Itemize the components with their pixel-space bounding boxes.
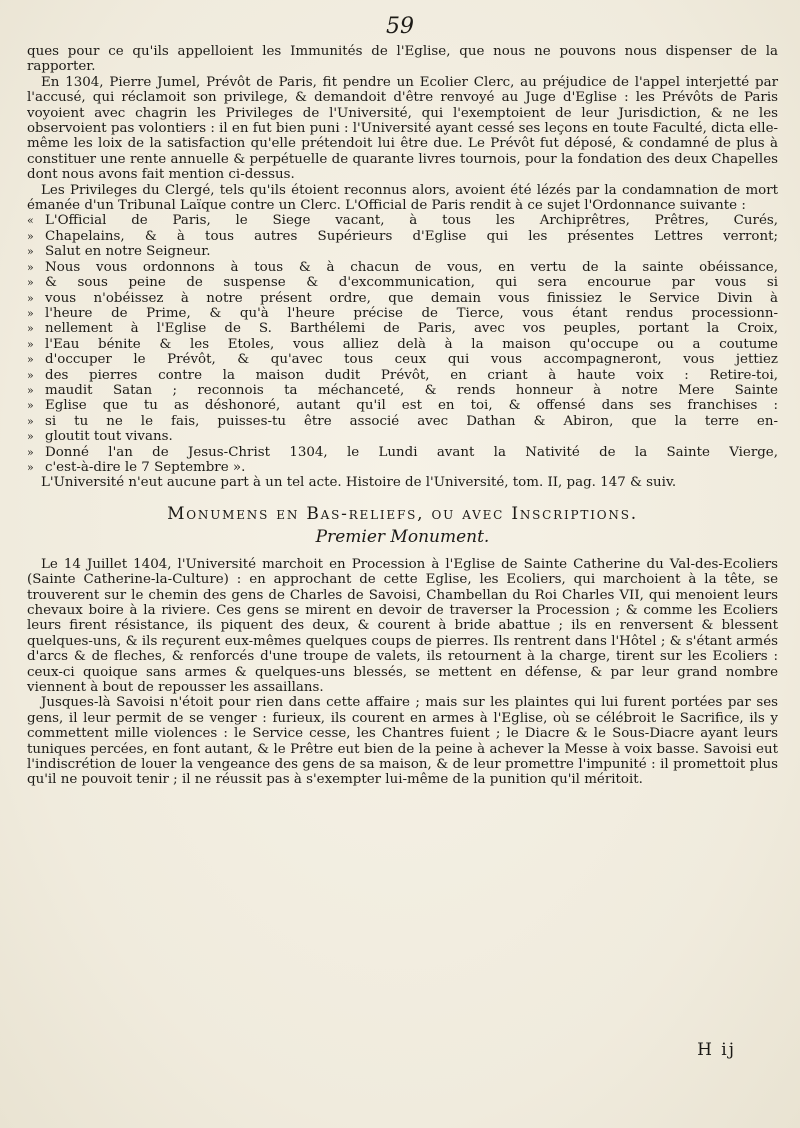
quote-line xyxy=(27,398,778,413)
quote-line-text: si tu ne le fais, puisses-tu être associé avec Dathan & Abiron, que la terre en- xyxy=(45,413,778,429)
quote-mark: » xyxy=(27,383,34,397)
quote-line-text: c'est-à-dire le 7 Septembre ». xyxy=(45,459,246,475)
quote-line xyxy=(27,306,778,321)
quote-mark: » xyxy=(27,430,34,444)
quote-mark: » xyxy=(27,353,34,367)
quote-line xyxy=(27,275,778,290)
quote-mark: » xyxy=(27,399,34,413)
quote-line-text: l'Eau bénite & les Etoles, vous alliez delà à la maison qu'occupe ou a coutume xyxy=(45,336,778,352)
quote-line-text: d'occuper le Prévôt, & qu'avec tous ceux qui vous accompagneront, vous jettiez xyxy=(45,352,778,368)
section-title: Monumens en Bas-reliefs, ou avec Inscriptions. xyxy=(167,503,638,524)
quote-line xyxy=(27,414,778,429)
quote-mark: » xyxy=(27,291,34,305)
quote-line xyxy=(27,429,778,444)
paragraph-jumel: En 1304, Pierre Jumel, Prévôt de Paris, fit pendre un Ecolier Clerc, au préjudice de l'appel interjetté par l'accusé, qui réclamoit son privilege, & demandoit d'être renvoyé au Juge d'Eglise : les Prévôts de Paris voyoient avec chagrin les Privileges de l'Université, qui l'exemptoient de leur Jurisdiction, & ne les observoient pas volontiers : il en fut bien puni : l'Université ayant cessé ses leçons en toute Faculté, dicta elle-même les loix de la satisfaction qu'elle prétendoit lui être due. Le Prévôt fut déposé, & condamné de plus à constituer une rente annuelle & perpétuelle de quarante livres tournois, pour la fondation des deux Chapelles dont nous avons fait mention ci-dessus. xyxy=(27,74,779,183)
quote-line-text: gloutit tout vivans. xyxy=(45,429,173,445)
quote-line-text: Donné l'an de Jesus-Christ 1304, le Lundi avant la Nativité de la Sainte Vierge, xyxy=(45,444,778,460)
quote-mark: » xyxy=(27,276,34,290)
quote-mark: » xyxy=(27,337,34,351)
quote-line xyxy=(27,244,778,259)
bottom-text-block xyxy=(27,557,778,788)
quote-mark: » xyxy=(27,229,34,243)
quote-line xyxy=(27,368,778,383)
quote-line-text: nellement à l'Eglise de S. Barthélemi de Paris, avec vos peuples, portant la Croix, xyxy=(45,321,778,337)
paragraph-clerge: Les Privileges du Clergé, tels qu'ils étoient reconnus alors, avoient été lézés par la condamnation de mort émanée d'un Tribunal Laïque contre un Clerc. L'Official de Paris rendit à ce sujet l'Ordonnance suivante : xyxy=(27,182,778,214)
quote-mark: » xyxy=(27,245,34,259)
quote-line-text: l'heure de Prime, & qu'à l'heure précise de Tierce, vous étant rendus processionn- xyxy=(45,305,778,321)
quote-line-text: des pierres contre la maison dudit Prévôt, en criant à haute voix : Retire-toi, xyxy=(45,367,778,383)
quote-line-text: Chapelains, & à tous autres Supérieurs d'Eglise qui les présentes Lettres verront; xyxy=(45,228,778,244)
quote-line-text: & sous peine de suspense & d'excommunication, qui sera encourue par vous si xyxy=(45,275,778,291)
quote-line xyxy=(27,445,778,460)
paragraph-procession: Le 14 Juillet 1404, l'Université marchoit en Procession à l'Eglise de Sainte Catherine du Val-des-Ecoliers (Sainte Catherine-la-Culture) : en approchant de cette Eglise, les Ecoliers, qui marchoient à la tête, se trouverent sur le chemin des gens de Charles de Savoisi, Chambellan du Roi Charles VII, qui menoient leurs chevaux boire à la riviere. Ces gens se mirent en devoir de traverser la Procession ; & comme les Ecoliers leurs firent résistance, ils piquent des deux, & courent à bride abattue ; ils en renversent & blessent quelques-uns, & ils reçurent eux-mêmes quelques coups de pierres. Ils rentrent dans l'Hôtel ; & s'étant armés d'arcs & de fleches, & renforcés d'une troupe de valets, ils retournent à la charge, tirent sur les Ecoliers : ceux-ci quoique sans armes & quelques-uns blessés, se mettent en défense, & par leur grand nombre viennent à bout de repousser les assaillans. xyxy=(27,556,778,696)
top-text-block xyxy=(27,44,778,213)
quote-line xyxy=(27,260,778,275)
quote-line xyxy=(27,352,778,367)
quote-line xyxy=(27,213,778,228)
page-number: 59 xyxy=(386,14,414,39)
quote-mark: » xyxy=(27,260,34,274)
quote-line-text: maudit Satan ; reconnois ta méchanceté, & rends honneur à notre Mere Sainte xyxy=(45,382,778,398)
quote-mark: « xyxy=(27,214,34,228)
quote-line xyxy=(27,337,778,352)
quote-mark: » xyxy=(27,414,34,428)
quote-line-text: L'Official de Paris, le Siege vacant, à tous les Archiprêtres, Prêtres, Curés, xyxy=(45,213,778,229)
quote-line xyxy=(27,383,778,398)
section-subtitle: Premier Monument. xyxy=(315,526,490,547)
quote-line xyxy=(27,460,778,475)
quote-line xyxy=(27,321,778,336)
quote-line-text: Salut en notre Seigneur. xyxy=(45,244,211,260)
quote-mark: » xyxy=(27,322,34,336)
quote-line xyxy=(27,229,778,244)
ordonnance-quote xyxy=(27,213,778,475)
quote-line-text: Eglise que tu as déshonoré, autant qu'il est en toi, & offensé dans ses franchises : xyxy=(45,398,778,414)
signature-mark: H ij xyxy=(697,1040,736,1060)
quote-line xyxy=(27,291,778,306)
quote-line-text: vous n'obéissez à notre présent ordre, que demain vous finissiez le Service Divin à xyxy=(45,290,778,306)
paragraph-universite-note: L'Université n'eut aucune part à un tel acte. Histoire de l'Université, tom. II, pag. 147 & suiv. xyxy=(41,475,677,491)
paragraph-continuation: ques pour ce qu'ils appelloient les Immunités de l'Eglise, que nous ne pouvons nous dispenser de la rapporter. xyxy=(27,44,778,75)
quote-mark: » xyxy=(27,306,34,320)
quote-mark: » xyxy=(27,445,34,459)
quote-line-text: Nous vous ordonnons à tous & à chacun de vous, en vertu de la sainte obéissance, xyxy=(45,259,778,275)
quote-mark: » xyxy=(27,460,34,474)
quote-mark: » xyxy=(27,368,34,382)
paragraph-savoisi: Jusques-là Savoisi n'étoit pour rien dans cette affaire ; mais sur les plaintes qui lui furent portées par ses gens, il leur permit de se venger : furieux, ils courent en armes à l'Eglise, où se célébroit le Sacrifice, ils y commettent mille violences : le Service cesse, les Chantres fuient ; le Diacre & le Sous-Diacre ayant leurs tuniques percées, en font autant, & le Prêtre eut bien de la peine à achever la Messe à voix basse. Savoisi eut l'indiscrétion de louer la vengeance des gens de sa maison, & de leur promettre l'impunité : il promettoit plus qu'il ne pouvoit tenir ; il ne réussit pas à s'exempter lui-même de la punition qu'il méritoit. xyxy=(27,695,778,788)
